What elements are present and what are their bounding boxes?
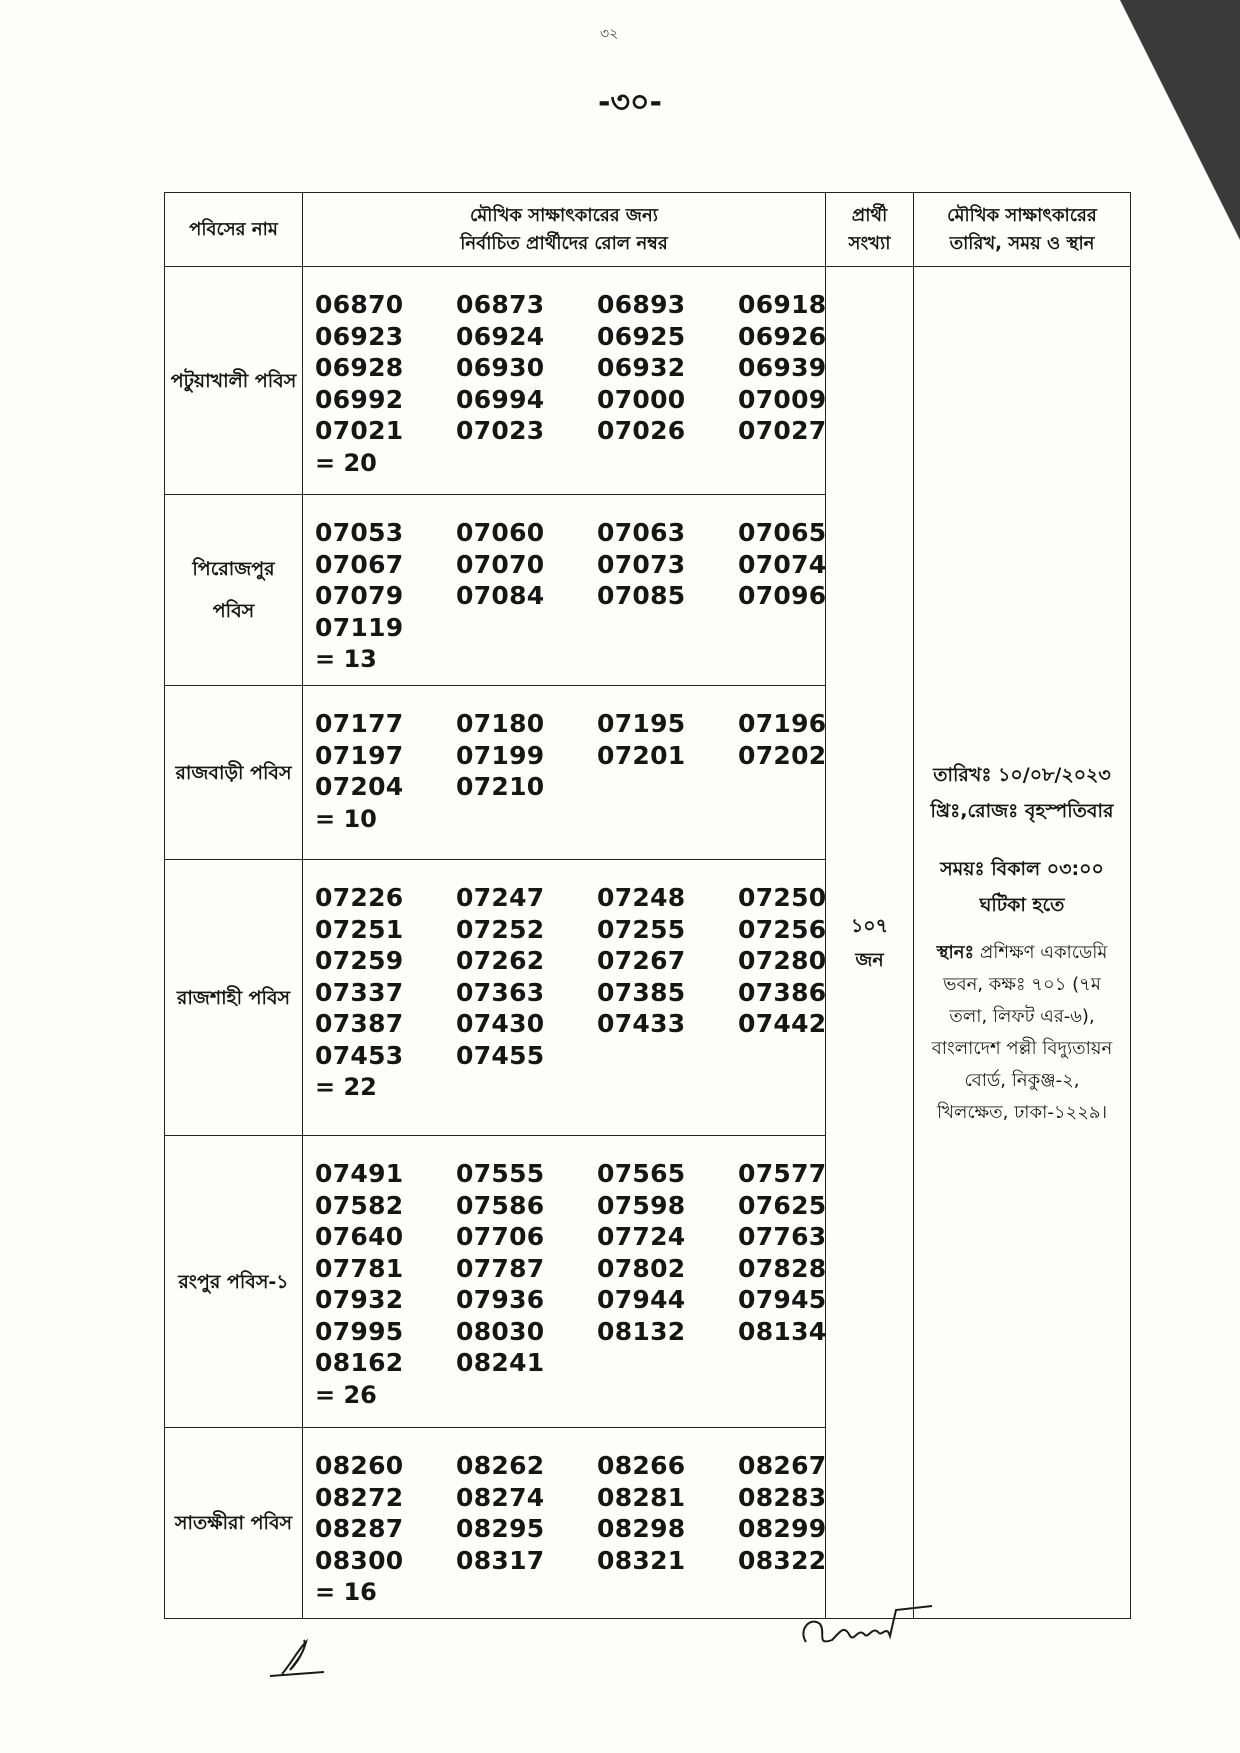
roll-number: 07386 (738, 977, 827, 1007)
roll-number: 07387 (315, 1009, 404, 1038)
office-name: রাজশাহী পবিস (165, 860, 303, 1136)
roll-total: = 22 (315, 1073, 377, 1101)
roll-number: 07280 (738, 946, 827, 975)
roll-number: 07079 (315, 581, 404, 610)
roll-number: 07009 (738, 384, 827, 414)
roll-number: 07828 (738, 1253, 827, 1283)
roll-number: 07442 (738, 1009, 827, 1038)
roll-numbers-cell (303, 267, 826, 495)
roll-number: 07385 (597, 977, 686, 1007)
roll-number: 06930 (456, 353, 545, 382)
roll-number: 07096 (738, 581, 827, 610)
roll-number: 06870 (315, 290, 404, 319)
interview-place (926, 937, 1118, 1129)
roll-number: 07197 (315, 740, 404, 770)
header-rolls-line2: নির্বাচিত প্রার্থীদের রোল নম্বর (460, 232, 668, 254)
roll-total: = 20 (315, 448, 377, 477)
roll-numbers-cell (303, 1136, 826, 1428)
schedule-cell (914, 267, 1131, 1619)
roll-number: 07252 (456, 914, 545, 944)
roll-number: 07586 (456, 1190, 545, 1220)
header-office-text: পবিসের নাম (189, 218, 278, 240)
roll-number: 07433 (597, 1009, 686, 1038)
roll-number: 07060 (456, 518, 545, 547)
scan-corner-shadow (1120, 0, 1240, 240)
roll-number: 07577 (738, 1159, 827, 1188)
roll-total: = 13 (315, 645, 377, 673)
roll-number: 07204 (315, 772, 404, 801)
roll-number: 07210 (456, 772, 545, 801)
roll-total: = 16 (315, 1578, 377, 1606)
roll-number: 07802 (597, 1253, 686, 1283)
interview-day: খ্রিঃ,রোজঃ বৃহস্পতিবার (930, 799, 1114, 822)
roll-number: 07565 (597, 1159, 686, 1188)
roll-number: 07251 (315, 914, 404, 944)
roll-number: 07084 (456, 581, 545, 610)
roll-number: 08132 (597, 1316, 686, 1346)
roll-number: 07180 (456, 709, 545, 738)
roll-number: 07250 (738, 883, 827, 912)
roll-number: 07337 (315, 977, 404, 1007)
roll-number: 07177 (315, 709, 404, 738)
page-number: -৩০- (598, 85, 662, 120)
interview-time: সময়ঃ বিকাল ০৩:০০ ঘটিকা হতে (940, 857, 1104, 916)
roll-number: 08283 (738, 1482, 827, 1512)
roll-number: 07074 (738, 549, 827, 579)
roll-number: 07247 (456, 883, 545, 912)
roll-number: 08298 (597, 1514, 686, 1543)
roll-number: 08299 (738, 1514, 827, 1543)
header-count-line2: সংখ্যা (848, 232, 891, 254)
roll-number: 07065 (738, 518, 827, 547)
roll-number: 07936 (456, 1285, 545, 1314)
roll-number: 07063 (597, 518, 686, 547)
roll-number: 08295 (456, 1514, 545, 1543)
roll-number: 06873 (456, 290, 545, 319)
roll-number: 07000 (597, 384, 686, 414)
roll-number: 06924 (456, 321, 545, 351)
roll-grid (315, 882, 825, 1071)
header-row (165, 193, 1131, 267)
roll-number: 07073 (597, 549, 686, 579)
roll-number: 07706 (456, 1222, 545, 1251)
roll-number: 06928 (315, 353, 404, 382)
roll-number: 07787 (456, 1253, 545, 1283)
roll-number: 07555 (456, 1159, 545, 1188)
signature-left (262, 1632, 362, 1682)
roll-number: 06893 (597, 290, 686, 319)
roll-number: 07053 (315, 518, 404, 547)
office-name: পটুয়াখালী পবিস (165, 267, 303, 495)
roll-number: 07196 (738, 709, 827, 738)
roll-number: 08162 (315, 1348, 404, 1377)
roll-grid (315, 289, 825, 447)
roll-number: 07363 (456, 977, 545, 1007)
candidate-count-text: ১০৭ জন (850, 914, 889, 971)
roll-number: 08266 (597, 1451, 686, 1480)
roll-grid (315, 1450, 825, 1576)
roll-number: 07201 (597, 740, 686, 770)
signature-right (792, 1602, 942, 1662)
roll-number: 07119 (315, 612, 404, 642)
roll-numbers-cell (303, 1428, 826, 1619)
roll-number: 08267 (738, 1451, 827, 1480)
roll-number: 07021 (315, 416, 404, 445)
roll-number: 08262 (456, 1451, 545, 1480)
interview-date: তারিখঃ ১০/০৮/২০২৩ (933, 763, 1111, 786)
roll-number: 08260 (315, 1451, 404, 1480)
header-rolls (303, 193, 826, 267)
roll-number: 07262 (456, 946, 545, 975)
roll-number: 07256 (738, 914, 827, 944)
roll-number: 07625 (738, 1190, 827, 1220)
roll-grid (315, 708, 825, 803)
roll-number: 08272 (315, 1482, 404, 1512)
roll-number: 07945 (738, 1285, 827, 1314)
header-rolls-line1: মৌখিক সাক্ষাৎকারের জন্য (470, 204, 658, 226)
top-mark: ৩২ (600, 26, 619, 42)
roll-number: 06923 (315, 321, 404, 351)
roll-numbers-cell (303, 686, 826, 860)
place-label: স্থানঃ (936, 941, 975, 963)
roll-number: 07023 (456, 416, 545, 445)
roll-grid (315, 517, 825, 643)
header-count (826, 193, 914, 267)
roll-numbers-cell (303, 495, 826, 686)
roll-number: 06992 (315, 384, 404, 414)
interview-table (164, 192, 1131, 1619)
roll-number: 07202 (738, 740, 827, 770)
roll-grid (315, 1158, 825, 1379)
header-schedule-line2: তারিখ, সময় ও স্থান (949, 232, 1095, 254)
office-name: রংপুর পবিস-১ (165, 1136, 303, 1428)
header-count-line1: প্রার্থী (851, 204, 888, 226)
roll-number: 07195 (597, 709, 686, 738)
roll-number: 06932 (597, 353, 686, 382)
candidate-count (826, 267, 914, 1619)
roll-total: = 26 (315, 1380, 377, 1409)
roll-number: 07763 (738, 1222, 827, 1251)
roll-number: 07491 (315, 1159, 404, 1188)
header-schedule (914, 193, 1131, 267)
roll-number: 06925 (597, 321, 686, 351)
roll-number: 07085 (597, 581, 686, 610)
roll-number: 07248 (597, 883, 686, 912)
roll-number: 07781 (315, 1253, 404, 1283)
roll-number: 08281 (597, 1482, 686, 1512)
roll-number: 08134 (738, 1316, 827, 1346)
roll-number: 07455 (456, 1040, 545, 1070)
header-office (165, 193, 303, 267)
office-row (165, 267, 1131, 495)
spacer (926, 829, 1118, 851)
roll-number: 06939 (738, 353, 827, 382)
roll-number: 08287 (315, 1514, 404, 1543)
roll-number: 07453 (315, 1040, 404, 1070)
roll-number: 07267 (597, 946, 686, 975)
roll-number: 08317 (456, 1545, 545, 1575)
roll-number: 07070 (456, 549, 545, 579)
roll-total: = 10 (315, 804, 377, 833)
roll-number: 07430 (456, 1009, 545, 1038)
roll-number: 07995 (315, 1316, 404, 1346)
office-name: রাজবাড়ী পবিস (165, 686, 303, 860)
roll-number: 07226 (315, 883, 404, 912)
roll-number: 07026 (597, 416, 686, 445)
roll-number: 08274 (456, 1482, 545, 1512)
roll-number: 07640 (315, 1222, 404, 1251)
roll-number: 08300 (315, 1545, 404, 1575)
roll-number: 08322 (738, 1545, 827, 1575)
roll-number: 07259 (315, 946, 404, 975)
roll-numbers-cell (303, 860, 826, 1136)
roll-number: 07582 (315, 1190, 404, 1220)
roll-number: 07724 (597, 1222, 686, 1251)
table-body (165, 193, 1131, 1619)
roll-number: 08241 (456, 1348, 545, 1377)
roll-number: 07027 (738, 416, 827, 445)
place-text: প্রশিক্ষণ একাডেমি ভবন, কক্ষঃ ৭০১ (৭ম তলা, লিফট এর-৬), বাংলাদেশ পল্লী বিদ্যুতায়ন বোর্ড, নিকুঞ্জ-২, খিলক্ষেত, ঢাকা-১২২৯। (931, 941, 1113, 1123)
roll-number: 06918 (738, 290, 827, 319)
roll-number: 07199 (456, 740, 545, 770)
roll-number: 08030 (456, 1316, 545, 1346)
roll-number: 08321 (597, 1545, 686, 1575)
roll-number: 07932 (315, 1285, 404, 1314)
office-name: পিরোজপুর পবিস (165, 495, 303, 686)
roll-number: 07944 (597, 1285, 686, 1314)
roll-number: 07598 (597, 1190, 686, 1220)
roll-number: 06926 (738, 321, 827, 351)
header-schedule-line1: মৌখিক সাক্ষাৎকারের (947, 204, 1097, 226)
roll-number: 07067 (315, 549, 404, 579)
office-name: সাতক্ষীরা পবিস (165, 1428, 303, 1619)
roll-number: 06994 (456, 384, 545, 414)
roll-number: 07255 (597, 914, 686, 944)
